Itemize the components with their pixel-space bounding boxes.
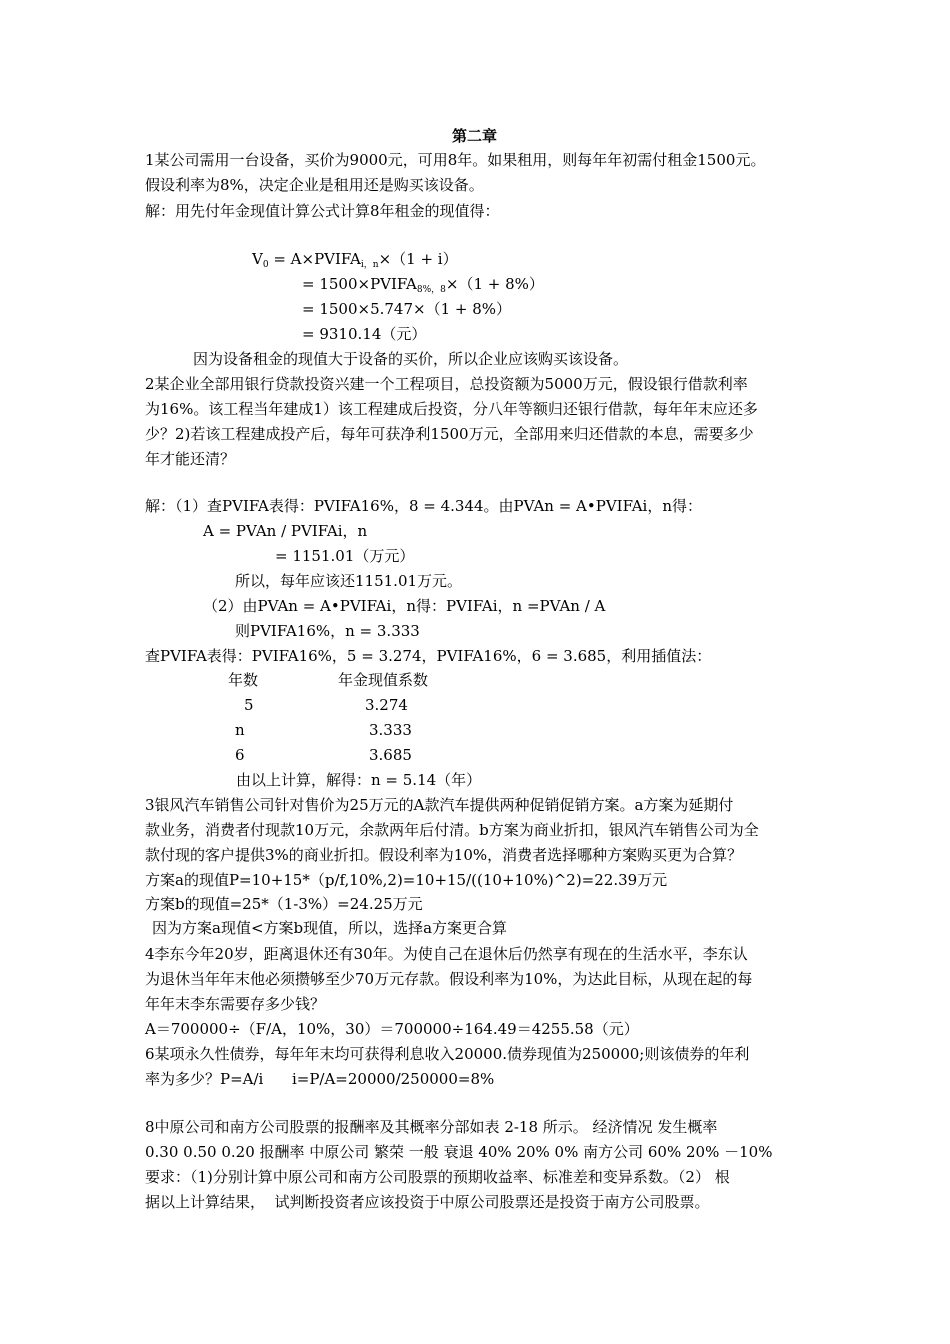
q2-solution-line-4: 所以，每年应该还1151.01万元。 xyxy=(235,572,463,590)
q3-text-line-1: 3银风汽车销售公司针对售价为25万元的A款汽车提供两种促销促销方案。a方案为延期付 xyxy=(145,796,734,814)
interp-table-cell: 6 xyxy=(235,746,245,764)
q6-text-line-1: 6某项永久性债券，每年年末均可获得利息收入20000.债券现值为250000;则该债券的年利 xyxy=(145,1045,750,1063)
interp-table-header-coef: 年金现值系数 xyxy=(338,671,429,689)
q1-formula-line-4: = 9310.14（元） xyxy=(302,325,427,343)
q4-text-line-1: 4李东今年20岁，距离退休还有30年。为使自己在退休后仍然享有现在的生活水平，李东认 xyxy=(145,945,748,963)
q2-solution-line-6: 则PVIFA16%，n = 3.333 xyxy=(235,622,420,640)
q1-text-line-1: 1某公司需用一台设备，买价为9000元，可用8年。如果租用，则每年年初需付租金1500元。 xyxy=(145,151,766,169)
interp-table-header-years: 年数 xyxy=(228,671,259,689)
q4-answer: A＝700000÷（F/A，10%，30）＝700000÷164.49＝4255.58（元） xyxy=(145,1020,639,1038)
q2-text-line-1: 2某企业全部用银行贷款投资兴建一个工程项目，总投资额为5000万元，假设银行借款利率 xyxy=(145,375,748,393)
q2-text-line-2: 为16%。该工程当年建成1）该工程建成后投资，分八年等额归还银行借款，每年年末应还多 xyxy=(145,400,758,418)
q3-answer-a: 方案a的现值P=10+15*（p/f,10%,2)=10+15/((10+10%)^2)=22.39万元 xyxy=(145,871,668,889)
q3-answer-b: 方案b的现值=25*（1-3%）=24.25万元 xyxy=(145,895,423,913)
q3-conclusion: 因为方案a现值<方案b现值，所以，选择a方案更合算 xyxy=(152,919,508,937)
q4-text-line-3: 年年末李东需要存多少钱？ xyxy=(145,995,326,1013)
q8-text-line-3: 要求：（1)分别计算中原公司和南方公司股票的预期收益率、标准差和变异系数。（2） 根 xyxy=(145,1168,730,1186)
q8-text-line-4: 据以上计算结果， 试判断投资者应该投资于中原公司股票还是投资于南方公司股票。 xyxy=(145,1193,710,1211)
q2-text-line-4: 年才能还清？ xyxy=(145,450,236,468)
q2-result: 由以上计算，解得：n = 5.14（年） xyxy=(236,771,482,789)
q1-text-line-2: 假设利率为8%，决定企业是租用还是购买该设备。 xyxy=(145,176,484,194)
q3-text-line-2: 款业务，消费者付现款10万元，余款两年后付清。b方案为商业折扣，银风汽车销售公司为全 xyxy=(145,821,759,839)
interp-table-cell: 5 xyxy=(244,696,254,714)
q4-text-line-2: 为退休当年年末他必须攒够至少70万元存款。假设利率为10%，为达此目标，从现在起的每 xyxy=(145,970,753,988)
q1-formula-line-1: $V_0$ = $A\times PVIFA_{i,n}\times(1 + i)$ xyxy=(252,250,458,270)
q1-formula-line-2: = $1500\times PVIFA_{8\%,8}\times(1 + 8\%)$ xyxy=(302,275,544,295)
q2-solution-line-2: A = PVAn / PVIFAi，n xyxy=(203,522,368,540)
interp-table-cell: 3.333 xyxy=(369,721,412,739)
q2-solution-line-1: 解：（1）查PVIFA表得：PVIFA16%，8 = 4.344。由PVAn = A•PVIFAi，n得： xyxy=(145,497,702,515)
q2-solution-line-5: （2）由PVAn = A•PVIFAi，n得：PVIFAi，n =PVAn / A xyxy=(203,597,606,615)
q1-formula-line-3: = 1500×5.747×（1 + 8%） xyxy=(302,300,512,318)
interp-table-cell: 3.274 xyxy=(365,696,408,714)
q1-conclusion: 因为设备租金的现值大于设备的买价，所以企业应该购买该设备。 xyxy=(193,350,629,368)
q2-solution-line-7: 查PVIFA表得：PVIFA16%，5 = 3.274，PVIFA16%，6 = 3.685，利用插值法： xyxy=(145,647,712,665)
chapter-title: 第二章 xyxy=(452,127,498,145)
q2-solution-line-3: = 1151.01（万元） xyxy=(275,547,415,565)
q6-text-line-2: 率为多少？P=A/i i=P/A=20000/250000=8% xyxy=(145,1070,495,1088)
interp-table-cell: n xyxy=(235,721,245,739)
q2-text-line-3: 少？2)若该工程建成投产后，每年可获净利1500万元，全部用来归还借款的本息，需要多少 xyxy=(145,425,754,443)
q8-text-line-1: 8中原公司和南方公司股票的报酬率及其概率分部如表 2-18 所示。 经济情况 发生概率 xyxy=(145,1118,718,1136)
q8-text-line-2: 0.30 0.50 0.20 报酬率 中原公司 繁荣 一般 衰退 40% 20% 0% 南方公司 60% 20% －10% xyxy=(145,1143,773,1161)
q1-solution-intro: 解：用先付年金现值计算公式计算8年租金的现值得： xyxy=(145,202,500,220)
q3-text-line-3: 款付现的客户提供3%的商业折扣。假设利率为10%，消费者选择哪种方案购买更为合算？ xyxy=(145,846,743,864)
interp-table-cell: 3.685 xyxy=(369,746,412,764)
